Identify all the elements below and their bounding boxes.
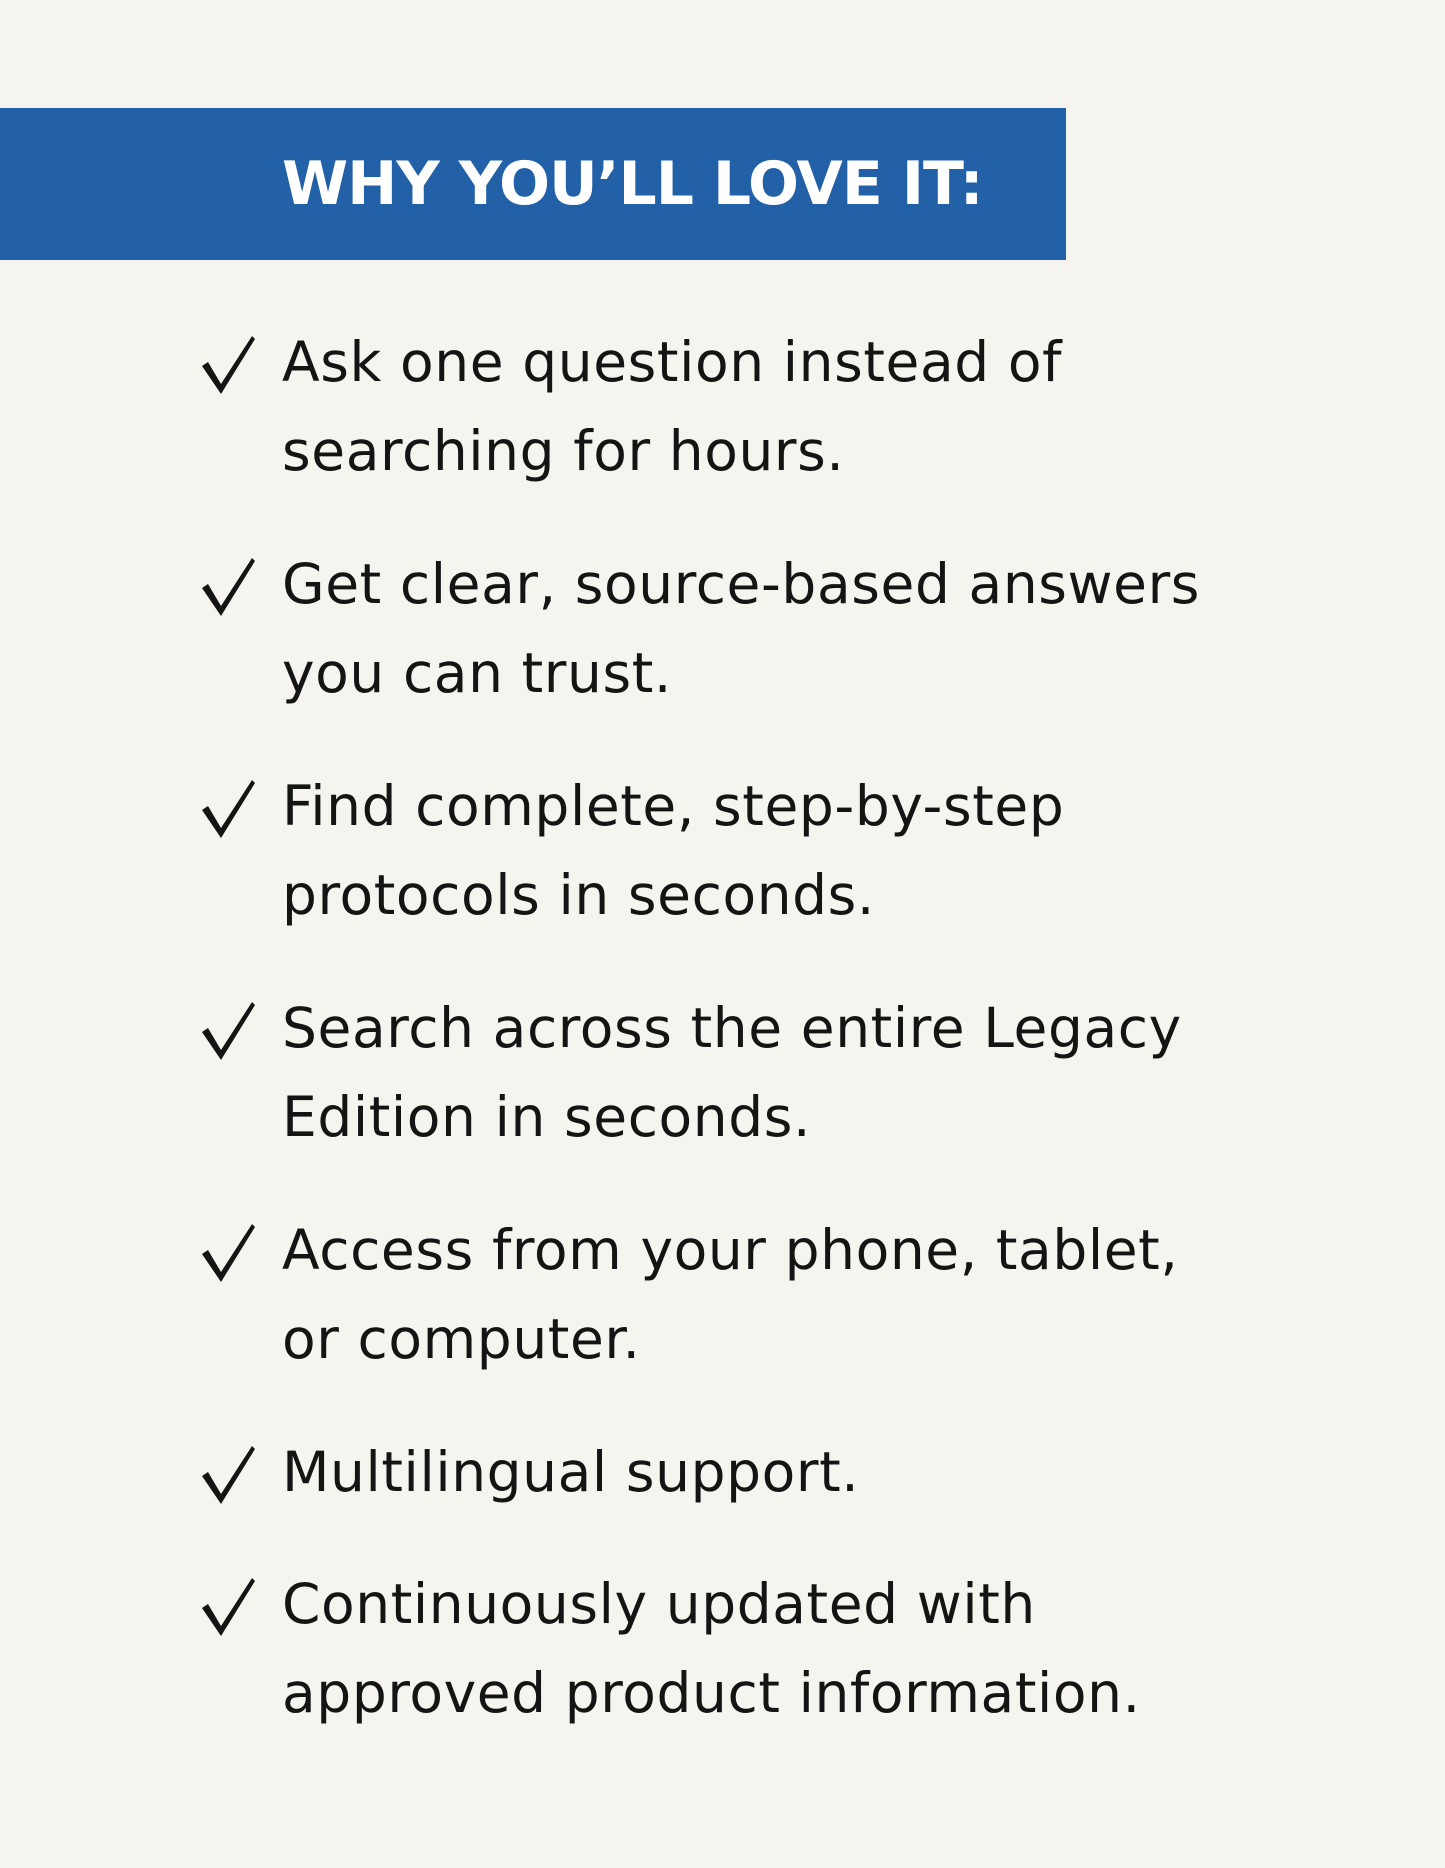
feature-line-1: Ask one question instead of [282,330,1063,394]
feature-text [282,762,1262,940]
checkmark-icon [196,1570,260,1640]
checkmark-icon [196,772,260,842]
feature-text [282,540,1262,718]
feature-text [282,1560,1262,1738]
feature-text [282,984,1262,1162]
feature-line-2: searching for hours. [282,419,845,483]
feature-text [282,1206,1262,1384]
title-banner [0,108,1066,260]
feature-line-2: you can trust. [282,641,672,705]
checkmark-icon [196,550,260,620]
feature-line-2: Edition in seconds. [282,1085,812,1149]
checkmark-icon [196,1216,260,1286]
feature-line-1: Find complete, step-by-step [282,774,1065,838]
feature-line-2: approved product information. [282,1661,1141,1725]
feature-text [282,1428,1262,1517]
feature-line-1: Continuously updated with [282,1572,1036,1636]
checkmark-icon [196,328,260,398]
banner-title: WHY YOU’LL LOVE IT: [282,149,983,219]
feature-text [282,318,1262,496]
feature-line-1: Access from your phone, tablet, [282,1218,1179,1282]
feature-line-2: protocols in seconds. [282,863,876,927]
feature-line-1: Get clear, source-based answers [282,552,1201,616]
feature-line-2: or computer. [282,1307,641,1371]
feature-line-1: Search across the entire Legacy [282,996,1182,1060]
feature-line-1: Multilingual support. [282,1440,860,1504]
checkmark-icon [196,994,260,1064]
checkmark-icon [196,1438,260,1508]
